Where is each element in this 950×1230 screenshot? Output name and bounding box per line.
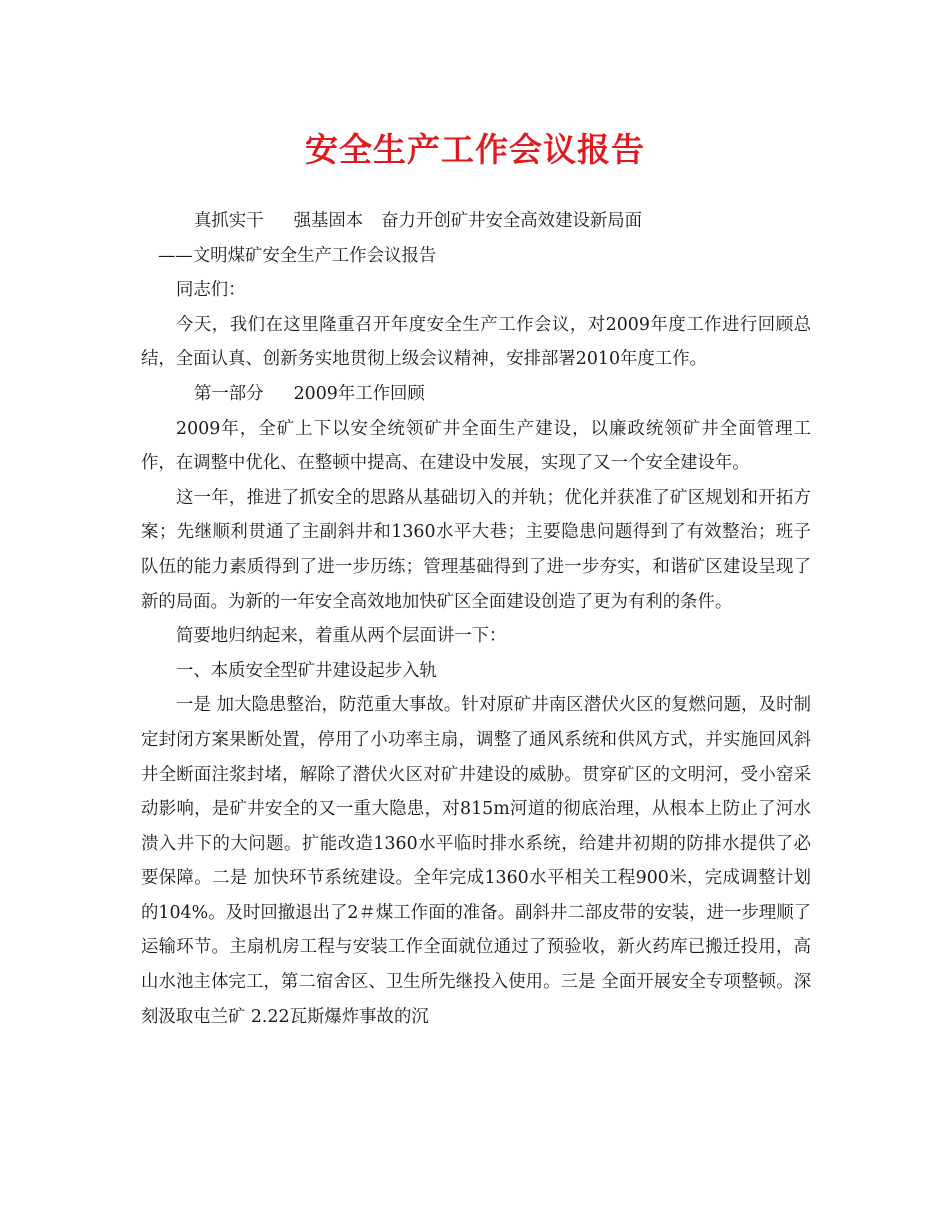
salutation: 同志们： [176,280,246,301]
document-title: 安全生产工作会议报告 [305,130,645,169]
subtitle-part-2: 强基固本 [293,211,364,231]
subtitle-part-3: 奋力开创矿井安全高效建设新局面 [381,211,643,231]
document-body [141,204,811,1034]
paragraph-intro: 今天，我们在这里隆重召开年度安全生产工作会议，对2009年度工作进行回顾总结，全面认真、创新务实地贯彻上级会议精神，安排部署2010年度工作。 [141,314,811,370]
paragraph-details: 一是 加大隐患整治，防范重大事故。针对原矿井南区潜伏火区的复燃问题，及时制定封闭方案果断处置，停用了小功率主扇，调整了通风系统和供风方式，并实施回风斜井全断面注浆封堵，解除了潜伏火区对矿井建设的威胁。贯穿矿区的文明河，受小窑采动影响，是矿井安全的又一重大隐患，对815m河道的彻底治理，从根本上防止了河水溃入井下的大问题。扩能改造1360水平临时排水系统，给建井初期的防排水提供了必要保障。二是 加快环节系统建设。全年完成1360水平相关工程900米，完成调整计划的104%。及时回撤退出了2＃煤工作面的准备。副斜井二部皮带的安装，进一步理顺了运输环节。主扇机房工程与安装工作全面就位通过了预验收，新火药库已搬迁投用，高山水池主体完工，第二宿舍区、卫生所先继投入使用。三是 全面开展安全专项整顿。深刻汲取屯兰矿 2.22瓦斯爆炸事故的沉 [141,695,811,1027]
paragraph-achievements: 这一年，推进了抓安全的思路从基础切入的并轨；优化并获准了矿区规划和开拓方案；先继顺利贯通了主副斜井和1360水平大巷；主要隐患问题得到了有效整治；班子队伍的能力素质得到了进一步历练；管理基础得到了进一步夯实，和谐矿区建设呈现了新的局面。为新的一年安全高效地加快矿区全面建设创造了更为有利的条件。 [141,487,811,612]
report-subtitle-source: ——文明煤矿安全生产工作会议报告 [158,245,437,266]
subtitle-part-1: 真抓实干 [194,211,264,231]
section-label: 第一部分 [194,383,264,404]
subheading-safety-construction: 一、本质安全型矿井建设起步入轨 [176,660,437,681]
section-title: 2009年工作回顾 [293,383,425,404]
paragraph-overview: 简要地归纳起来，着重从两个层面讲一下： [176,626,507,647]
paragraph-2009-summary: 2009年，全矿上下以安全统领矿井全面生产建设，以廉政统领矿井全面管理工作，在调整中优化、在整顿中提高、在建设中发展，实现了又一个安全建设年。 [141,418,811,474]
section-heading [141,377,811,412]
report-subtitle [141,204,811,239]
